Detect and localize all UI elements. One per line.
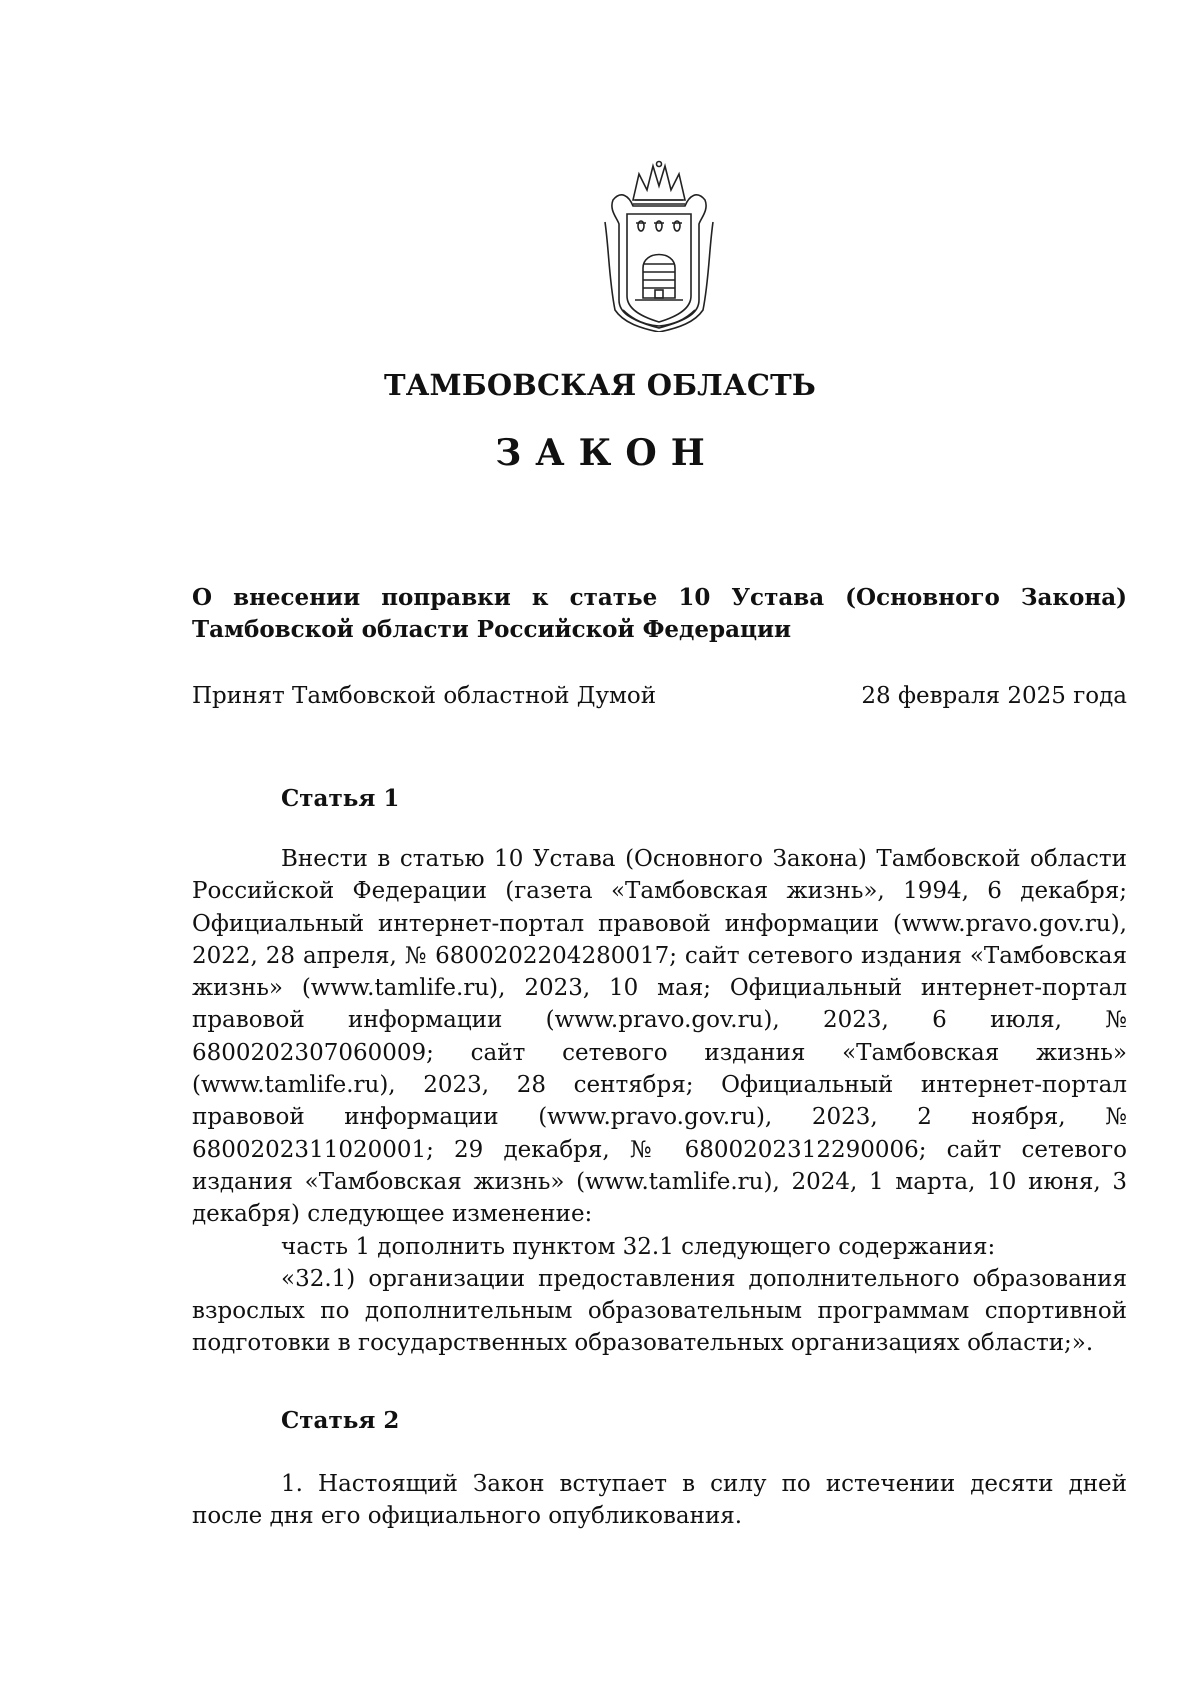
article-2-heading: Статья 2 — [281, 1407, 400, 1434]
law-subject-line-2: Тамбовской области Российской Федерации — [192, 616, 792, 643]
article-2-body — [192, 1468, 1127, 1533]
adoption-date: 28 февраля 2025 года — [861, 683, 1127, 709]
law-subject — [192, 582, 1127, 646]
article-1-paragraph: часть 1 дополнить пунктом 32.1 следующего содержания: — [281, 1233, 996, 1260]
coat-of-arms-emblem — [599, 160, 719, 332]
article-1-heading: Статья 1 — [281, 785, 400, 812]
law-subject-line-1: О внесении поправки к статье 10 Устава (Основного Закона) — [192, 584, 1127, 611]
document-type-title: ЗАКОН — [495, 432, 719, 474]
article-1-paragraph: Внести в статью 10 Устава (Основного Закона) Тамбовской области Российской Федерации (газета «Тамбовская жизнь», 1994, 6 декабря; Официальный интернет-портал правовой информации (www.pravo.gov.ru), 2022, 28 апреля, № 6800202204280017; сайт сетевого издания «Тамбовская жизнь» (www.tamlife.ru), 2023, 10 мая; Официальный интернет-портал правовой информации (www.pravo.gov.ru), 2023, 6 июля, № 6800202307060009; сайт сетевого издания «Тамбовская жизнь» (www.tamlife.ru), 2023, 28 сентября; Официальный интернет-портал правовой информации (www.pravo.gov.ru), 2023, 2 ноября, № 6800202311020001; 29 декабря, № 6800202312290006; сайт сетевого издания «Тамбовская жизнь» (www.tamlife.ru), 2024, 1 марта, 10 июня, 3 декабря) следующее изменение: — [192, 846, 1127, 1228]
adoption-line — [192, 680, 1127, 712]
article-1-paragraph: «32.1) организации предоставления дополнительного образования взрослых по дополнительным образовательным программам спортивной подготовки в государственных образовательных организациях области;». — [192, 1265, 1127, 1357]
article-1-body — [192, 843, 1127, 1360]
article-2-paragraph: 1. Настоящий Закон вступает в силу по истечении десяти дней после дня его официального опубликования. — [192, 1471, 1127, 1530]
adopted-by: Принят Тамбовской областной Думой — [192, 683, 657, 709]
region-title: ТАМБОВСКАЯ ОБЛАСТЬ — [383, 368, 817, 402]
